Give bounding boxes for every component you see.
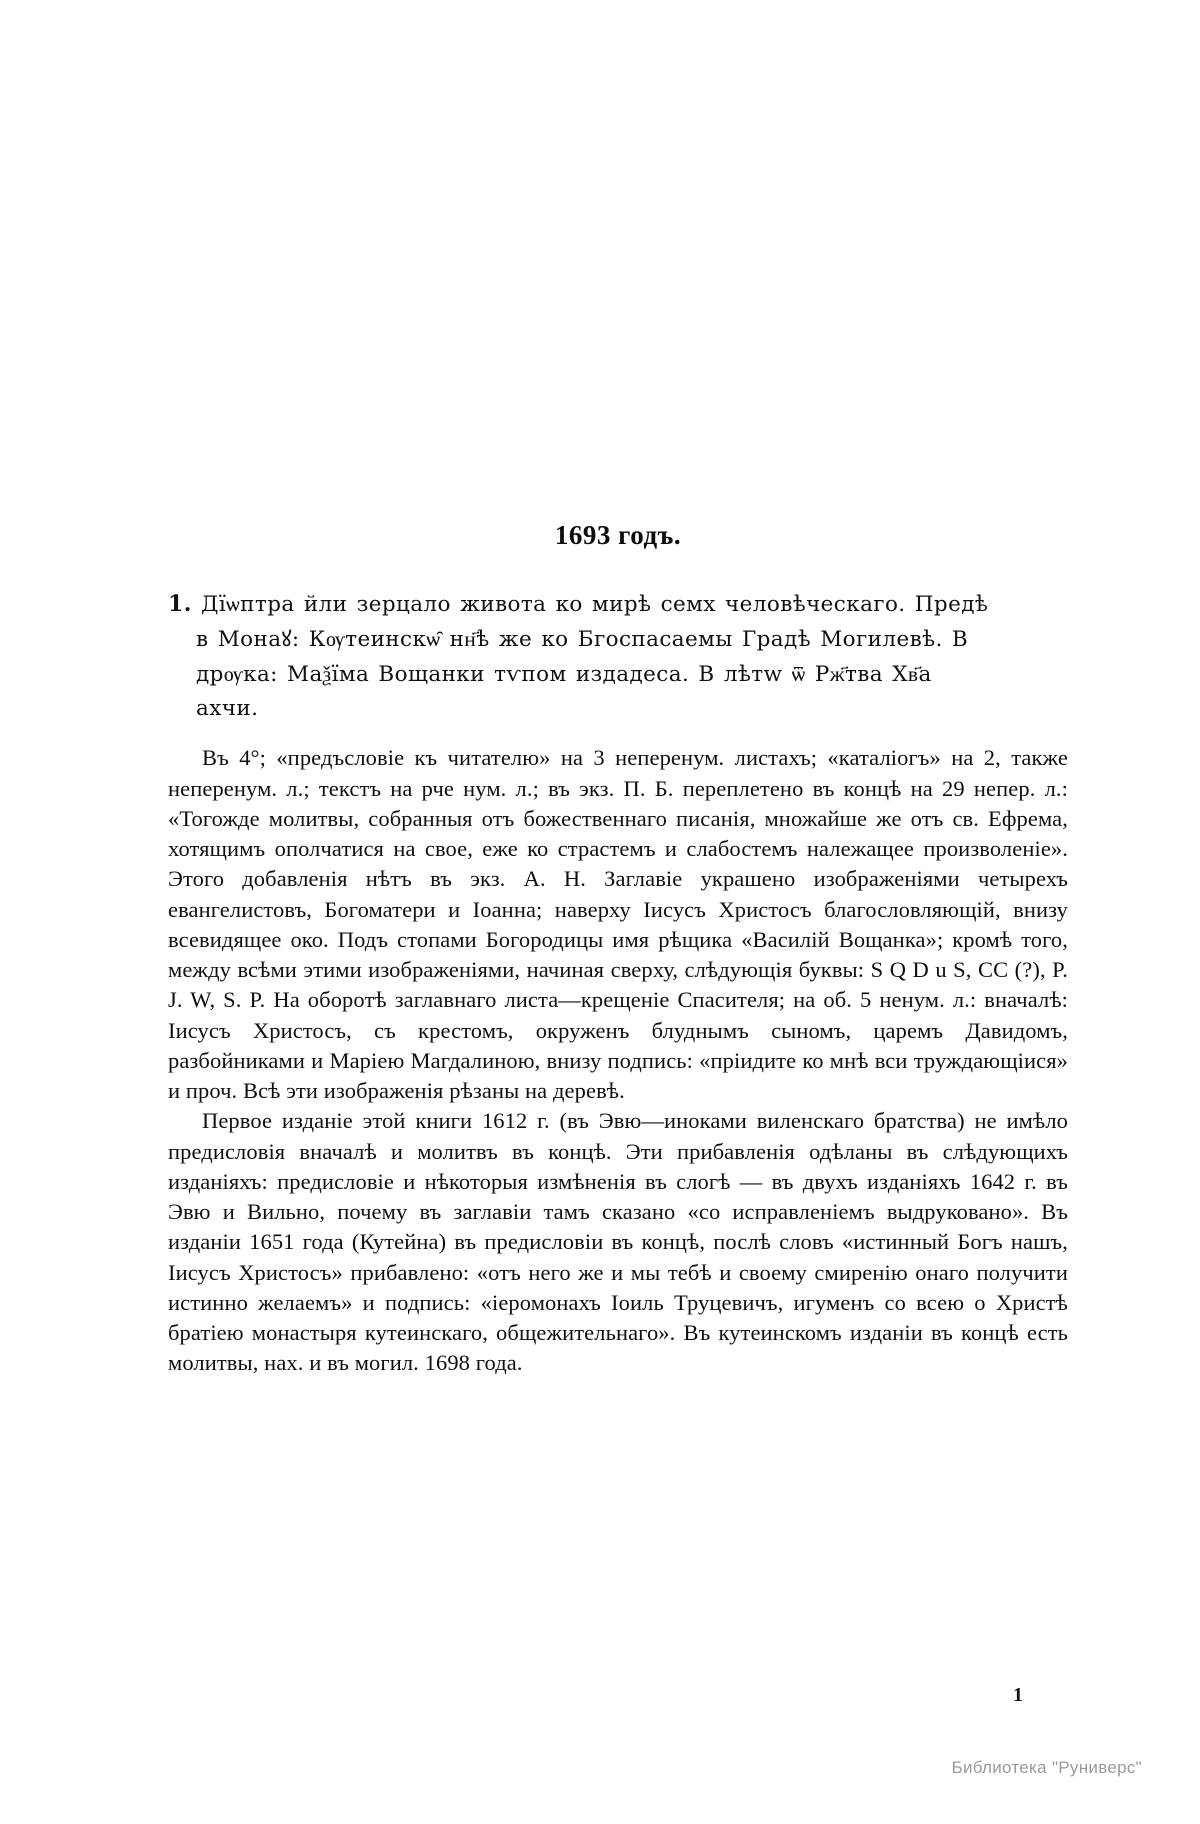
church-slavonic-title-block [168,587,1068,727]
cs-title-line-3: дрѹка: Маѯїма Вощанки тѵпом издадеса. В лѣтw ѿ Рж҃тва Хв҃а [196,661,932,687]
cs-title-line-4: ахчи. [196,696,259,722]
library-credit: Библиотека "Руниверс" [951,1758,1142,1777]
entry-number-line [168,587,1068,623]
page-number [0,1684,1200,1707]
page-number-value: 1 [1013,1684,1023,1706]
page-heading: 1693 годъ. [554,520,682,550]
page-content [168,520,1068,1379]
paragraph-2: Первое изданіе этой книги 1612 г. (въ Эвю—иноками виленскаго братства) не имѣло предисловія вначалѣ и молитвъ въ концѣ. Эти прибавленія одѣланы въ слѣдующихъ изданіяхъ: предисловіе и нѣкоторыя измѣненія въ слогѣ — въ двухъ изданіяхъ 1642 г. въ Эвю и Вильно, почему въ заглавіи тамъ сказано «со исправленіемъ выдруковано». Въ изданіи 1651 года (Кутейна) въ предисловіи въ концѣ, послѣ словъ «истинный Богъ нашъ, Іисусъ Христосъ» прибавлено: «отъ него же и мы тебѣ и своему смиренію онаго получити истинно желаемъ» и подпись: «іеромонахъ Іоиль Труцевичъ, игуменъ со всею о Христѣ братіею монастыря кутеинскаго, общежительнаго». Въ кутеинскомъ изданіи въ концѣ есть молитвы, нах. и въ могил. 1698 года. [168,1108,1068,1376]
cs-title-line-2: в Монаꙋ: Кѹтеинскѡ̑ нн҃ѣ же ко Бгоспасаемы Градѣ Могилевѣ. В [196,626,969,652]
paragraph-1: Въ 4°; «предъсловіе къ читателю» на 3 неперенум. листахъ; «каталіогъ» на 2, также неперенум. л.; текстъ на рче нум. л.; въ экз. П. Б. переплетено въ концѣ на 29 непер. л.: «Тогожде молитвы, собранныя отъ божественнаго писанія, множайше же отъ св. Ефрема, хотящимъ ополчатися на свое, еже ко страстемъ и слабостемъ належащее произволеніе». Этого добавленія нѣтъ въ экз. А. Н. Заглавіе украшено изображеніями четырехъ евангелистовъ, Богоматери и Іоанна; наверху Іисусъ Христосъ благословляющій, внизу всевидящее око. Подъ стопами Богородицы имя рѣщика «Василій Вощанка»; кромѣ того, между всѣми этими изображеніями, начиная сверху, слѣдующія буквы: S Q D u S, CC (?), P. J. W, S. P. На оборотѣ заглавнаго листа—крещеніе Спасителя; на об. 5 ненум. л.: вначалѣ: Іисусъ Христосъ, съ крестомъ, окруженъ блуднымъ сыномъ, царемъ Давидомъ, разбойниками и Маріею Магдалиною, внизу подпись: «пріидите ко мнѣ вси труждающіися» и проч. Всѣ эти изображенія рѣзаны на деревѣ. [168,745,1068,1104]
body-text [168,743,1068,1378]
cs-title-line-1: Дїѡптра йли зерцало живота ко мирѣ семх человѣческаго. Предѣ [201,592,989,617]
entry-number: 1. [168,591,192,617]
